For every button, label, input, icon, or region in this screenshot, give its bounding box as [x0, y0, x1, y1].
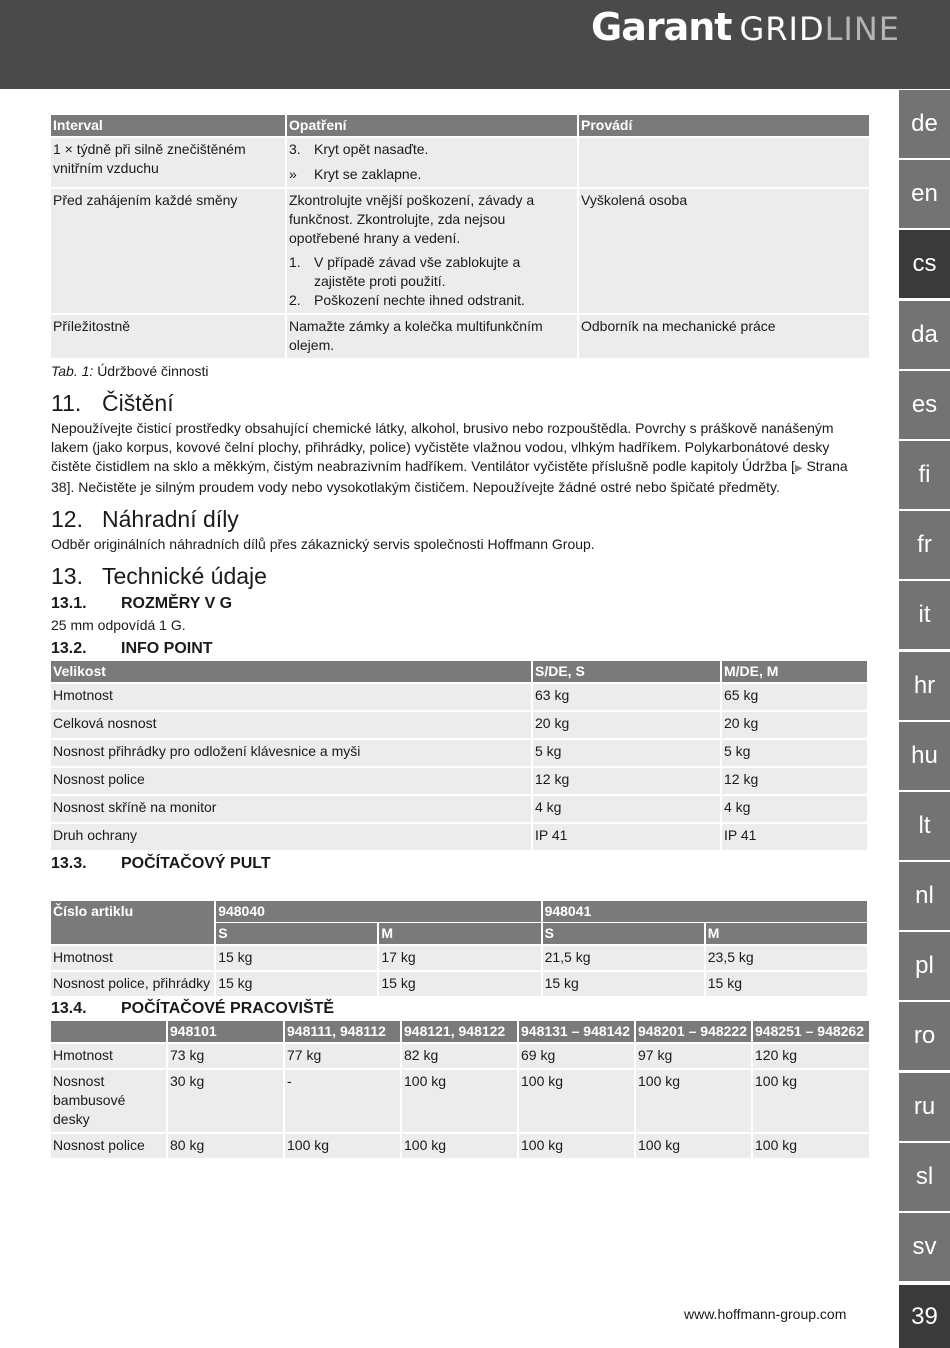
table-cell: 20 kg — [533, 710, 720, 738]
lang-tab-es[interactable]: es — [899, 371, 950, 439]
subsection-title: POČÍTAČOVÉ PRACOVIŠTĚ — [121, 1000, 335, 1017]
table-cell: 5 kg — [722, 738, 867, 766]
paragraph-text: Nepoužívejte čisticí prostředky obsahující chemické látky, alkohol, brusivo nebo rozpouštědla. Povrchy s práškově nanášeným lakem (jako korpus, kovové čelní plochy, přihrádky, police) vyčistěte vlažnou vodou, vlhkým hadříkem. Polykarbonátové desky čistěte čistidlem na sklo a měkkým, čistým neabrazivním hadříkem. Ventilátor vyčistěte příslušně podle kapitoly Údržba [ — [51, 420, 834, 474]
step-text: Kryt opět nasaďte. — [314, 141, 429, 157]
table-row — [51, 1132, 869, 1158]
column-header: Opatření — [287, 115, 577, 136]
table-header-row — [51, 115, 869, 136]
step-number: 1. — [289, 254, 301, 270]
dimensions-paragraph: 25 mm odpovídá 1 G. — [51, 617, 186, 633]
column-header: Interval — [51, 115, 285, 136]
table-cell: 4 kg — [722, 794, 867, 822]
brand-logo — [591, 5, 900, 49]
lang-tab-lt[interactable]: lt — [899, 792, 950, 860]
column-header: M/DE, M — [722, 661, 867, 682]
table-caption — [51, 362, 867, 381]
table-cell: 20 kg — [722, 710, 867, 738]
lang-tab-hu[interactable]: hu — [899, 722, 950, 790]
lang-tab-da[interactable]: da — [899, 301, 950, 369]
subsection-title: ROZMĚRY V G — [121, 595, 233, 612]
table-cell — [287, 136, 577, 187]
section-heading-technical-data — [51, 562, 867, 590]
table-cell: 15 kg — [379, 970, 540, 996]
table-cell: 5 kg — [533, 738, 720, 766]
section-title: Čištění — [102, 390, 174, 416]
brand-line-b: LINE — [824, 10, 900, 48]
lang-tab-nl[interactable]: nl — [899, 862, 950, 930]
step-number: 3. — [289, 141, 301, 157]
table-row — [51, 794, 867, 822]
table-cell: Hmotnost — [51, 944, 214, 970]
table-cell: 100 kg — [636, 1132, 751, 1158]
step-text: V případě závad vše zablokujte a zajistěte proti použití. — [314, 254, 521, 289]
footer-url-link[interactable]: www.hoffmann-group.com — [684, 1306, 847, 1322]
table-cell: 12 kg — [533, 766, 720, 794]
language-tabs — [899, 90, 950, 1283]
lang-tab-en[interactable]: en — [899, 160, 950, 228]
table-cell: 100 kg — [636, 1068, 751, 1132]
table-cell: Nosnost skříně na monitor — [51, 794, 531, 822]
column-header: Velikost — [51, 661, 531, 682]
table-cell — [579, 136, 869, 187]
step-text: Poškození nechte ihned odstranit. — [314, 292, 525, 308]
lang-tab-pl[interactable]: pl — [899, 932, 950, 1000]
table-cell: Hmotnost — [51, 682, 531, 710]
table-header-row — [51, 901, 867, 922]
subsection-heading-computer-desk — [51, 854, 867, 874]
lang-tab-sl[interactable]: sl — [899, 1143, 950, 1211]
table-cell: Příležitostně — [51, 313, 285, 358]
caption-label: Tab. 1: — [51, 363, 94, 379]
section-number: 11. — [51, 390, 82, 416]
step-number: 2. — [289, 292, 301, 308]
spare-parts-paragraph: Odběr originálních náhradních dílů přes zákaznický servis společnosti Hoffmann Group. — [51, 536, 595, 552]
list-item — [289, 165, 575, 184]
table-cell — [287, 187, 577, 313]
lang-tab-fr[interactable]: fr — [899, 511, 950, 579]
table-cell: - — [285, 1068, 400, 1132]
subsection-heading-info-point — [51, 639, 867, 659]
table-cell: Namažte zámky a kolečka multifunkčním olejem. — [287, 313, 577, 358]
subsection-title: POČÍTAČOVÝ PULT — [121, 855, 271, 872]
link-arrow-icon: ▶ — [794, 463, 803, 474]
column-header: M — [379, 922, 540, 944]
table-cell: 63 kg — [533, 682, 720, 710]
table-cell: Vyškolená osoba — [579, 187, 869, 313]
info-point-table — [49, 661, 869, 850]
table-cell: 100 kg — [285, 1132, 400, 1158]
table-row — [51, 1042, 869, 1068]
table-row — [51, 822, 867, 850]
table-cell: 100 kg — [519, 1132, 634, 1158]
column-header: Číslo artiklu — [51, 901, 214, 944]
computer-desk-table — [49, 901, 869, 996]
section-heading-spare-parts — [51, 505, 867, 533]
table-cell: 100 kg — [519, 1068, 634, 1132]
list-item — [289, 291, 575, 310]
table-cell: IP 41 — [722, 822, 867, 850]
column-group-header: 948041 — [543, 901, 867, 922]
table-cell: 120 kg — [753, 1042, 869, 1068]
column-header: 948201 – 948222 — [636, 1021, 751, 1042]
column-header: M — [706, 922, 867, 944]
lang-tab-ro[interactable]: ro — [899, 1002, 950, 1070]
table-cell: 1 × týdně při silně znečištěném vnitřním vzduchu — [51, 136, 285, 187]
subsection-title: INFO POINT — [121, 640, 213, 657]
table-row — [51, 682, 867, 710]
table-cell: 12 kg — [722, 766, 867, 794]
table-cell: 100 kg — [402, 1132, 517, 1158]
table-cell: 15 kg — [216, 970, 377, 996]
column-header — [51, 1021, 166, 1042]
cell-text: Zkontrolujte vnější poškození, závady a funkčnost. Zkontrolujte, zda nejsou opotřebené hrany a vedení. — [289, 192, 535, 246]
table-cell: Nosnost bambusové desky — [51, 1068, 166, 1132]
column-group-header: 948040 — [216, 901, 540, 922]
table-cell: 73 kg — [168, 1042, 283, 1068]
table-cell: 4 kg — [533, 794, 720, 822]
section-heading-cleaning — [51, 389, 867, 417]
section-number: 13. — [51, 563, 83, 589]
lang-tab-fi[interactable]: fi — [899, 441, 950, 509]
section-title: Náhradní díly — [102, 506, 239, 532]
subsection-number: 13.2. — [51, 640, 87, 657]
page-reference-link[interactable]: Strana 38 — [51, 458, 848, 495]
lang-tab-ru[interactable]: ru — [899, 1073, 950, 1141]
table-cell: 97 kg — [636, 1042, 751, 1068]
table-row — [51, 136, 869, 187]
section-number: 12. — [51, 506, 83, 532]
subsection-heading-dimensions — [51, 594, 867, 614]
table-row — [51, 187, 869, 313]
table-cell: 77 kg — [285, 1042, 400, 1068]
list-item — [289, 253, 575, 291]
maintenance-table — [49, 115, 871, 358]
table-cell: 23,5 kg — [706, 944, 867, 970]
table-cell: IP 41 — [533, 822, 720, 850]
column-header: S — [216, 922, 377, 944]
column-header: S/DE, S — [533, 661, 720, 682]
table-cell: 100 kg — [753, 1068, 869, 1132]
column-header: 948101 — [168, 1021, 283, 1042]
brand-line-a: GRID — [739, 10, 825, 48]
list-item — [289, 140, 575, 159]
table-cell: 15 kg — [706, 970, 867, 996]
table-cell: Před zahájením každé směny — [51, 187, 285, 313]
table-cell: 82 kg — [402, 1042, 517, 1068]
table-cell: Druh ochrany — [51, 822, 531, 850]
table-cell: Nosnost police — [51, 766, 531, 794]
table-cell: 69 kg — [519, 1042, 634, 1068]
step-list — [289, 253, 575, 310]
table-row — [51, 738, 867, 766]
table-cell: 80 kg — [168, 1132, 283, 1158]
lang-tab-hr[interactable]: hr — [899, 652, 950, 720]
subsection-number: 13.3. — [51, 855, 87, 872]
section-title: Technické údaje — [102, 563, 267, 589]
lang-tab-cs[interactable]: cs — [899, 230, 950, 298]
table-cell: 30 kg — [168, 1068, 283, 1132]
subsection-number: 13.1. — [51, 595, 87, 612]
table-cell: 65 kg — [722, 682, 867, 710]
column-header: 948251 – 948262 — [753, 1021, 869, 1042]
brand-name: Garant — [591, 5, 732, 49]
column-header: 948111, 948112 — [285, 1021, 400, 1042]
table-cell: 21,5 kg — [543, 944, 704, 970]
lang-tab-de[interactable]: de — [899, 90, 950, 158]
table-row — [51, 970, 867, 996]
paragraph-text: ]. Nečistěte je silným proudem vody nebo vysokotlakým čističem. Nepoužívejte žádné ostré nebo špičaté předměty. — [66, 479, 780, 495]
table-cell: 17 kg — [379, 944, 540, 970]
step-list — [289, 140, 575, 184]
table-header-row — [51, 1021, 869, 1042]
table-row — [51, 766, 867, 794]
table-row — [51, 313, 869, 358]
table-row — [51, 1068, 869, 1132]
table-cell: 100 kg — [753, 1132, 869, 1158]
table-cell: 15 kg — [543, 970, 704, 996]
column-header: Provádí — [579, 115, 869, 136]
column-header: 948131 – 948142 — [519, 1021, 634, 1042]
table-row — [51, 710, 867, 738]
lang-tab-sv[interactable]: sv — [899, 1213, 950, 1281]
table-header-row — [51, 661, 867, 682]
result-marker: » — [289, 166, 297, 182]
page-content — [51, 115, 867, 1158]
page-number: 39 — [899, 1285, 950, 1348]
cleaning-paragraph — [51, 419, 867, 497]
table-cell: Celková nosnost — [51, 710, 531, 738]
table-cell: Nosnost police — [51, 1132, 166, 1158]
page-header — [0, 0, 950, 89]
subsection-number: 13.4. — [51, 1000, 87, 1017]
table-cell: Hmotnost — [51, 1042, 166, 1068]
table-cell: 100 kg — [402, 1068, 517, 1132]
column-header: S — [543, 922, 704, 944]
workstation-table — [49, 1021, 871, 1158]
column-header: 948121, 948122 — [402, 1021, 517, 1042]
caption-text: Údržbové činnosti — [97, 363, 209, 379]
table-row — [51, 944, 867, 970]
table-cell: Nosnost přihrádky pro odložení klávesnice a myši — [51, 738, 531, 766]
table-cell: Nosnost police, přihrádky — [51, 970, 214, 996]
table-cell: Odborník na mechanické práce — [579, 313, 869, 358]
lang-tab-it[interactable]: it — [899, 581, 950, 649]
subsection-heading-workstation — [51, 999, 867, 1019]
step-text: Kryt se zaklapne. — [314, 166, 422, 182]
table-cell: 15 kg — [216, 944, 377, 970]
